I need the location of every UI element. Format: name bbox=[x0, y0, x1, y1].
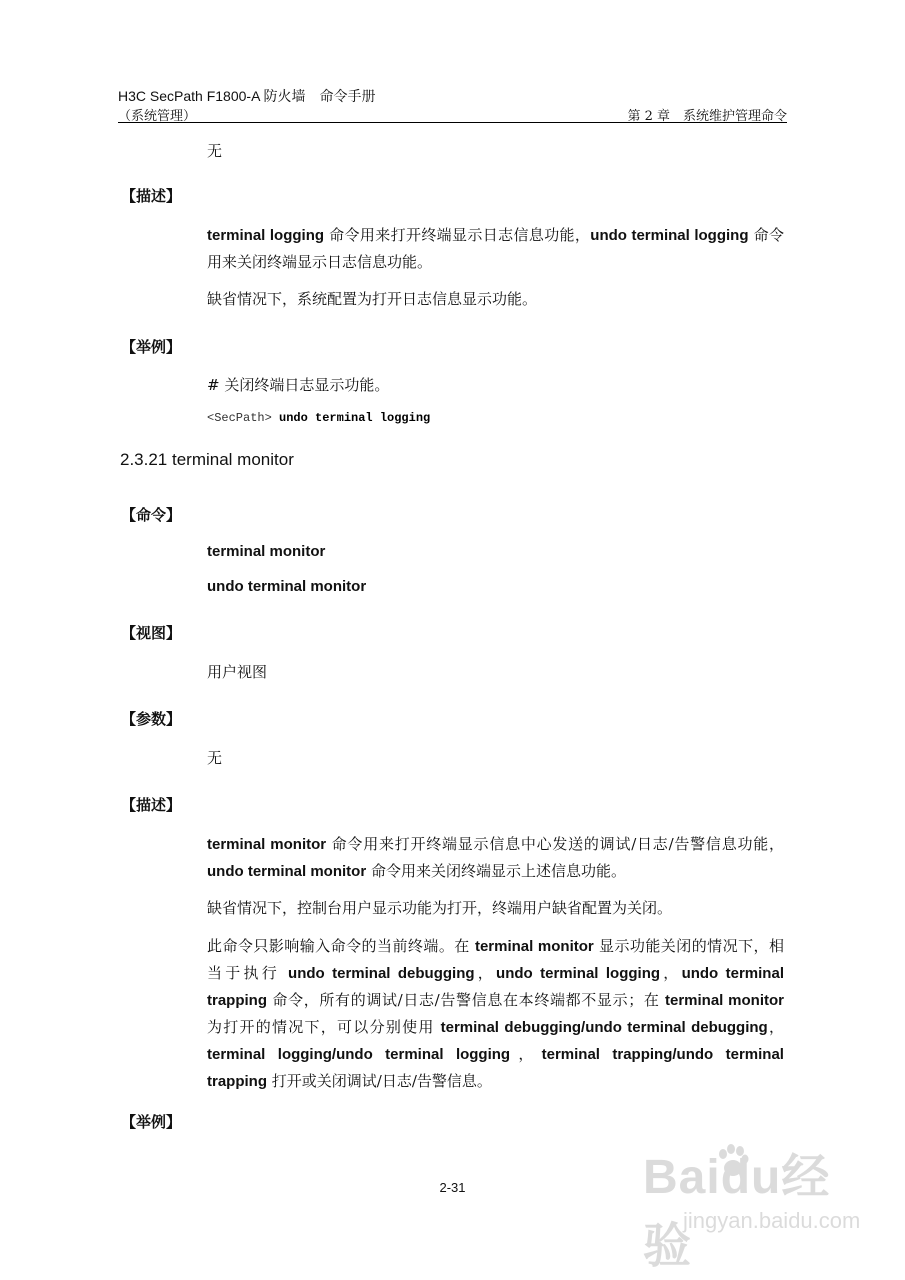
command-ref: undo terminal monitor bbox=[207, 863, 367, 880]
document-subtitle: （系统管理） bbox=[118, 109, 197, 124]
description-text: 命令用来打开终端显示信息中心发送的调试/日志/告警信息功能， bbox=[326, 835, 784, 853]
description-text: 命令用来关闭终端显示日志信息功能。 bbox=[207, 226, 784, 271]
behavior-text: 此命令只影响输入命令的当前终端。在 bbox=[207, 937, 475, 955]
command-ref: undo terminal logging bbox=[496, 965, 661, 982]
behavior-paragraph bbox=[207, 933, 784, 1095]
command-ref: terminal debugging/undo terminal debugging bbox=[440, 1019, 768, 1036]
document-title: H3C SecPath F1800-A 防火墙 命令手册 bbox=[118, 88, 376, 104]
behavior-text: ， bbox=[660, 964, 682, 982]
cli-prompt: <SecPath> bbox=[207, 411, 272, 425]
behavior-text: ， bbox=[510, 1045, 542, 1063]
description-label: 【描述】 bbox=[121, 796, 182, 814]
parameters-value: 无 bbox=[207, 749, 223, 767]
example-label: 【举例】 bbox=[121, 338, 182, 356]
paw-logo-icon bbox=[715, 1144, 751, 1178]
command-syntax: undo terminal monitor bbox=[207, 578, 367, 595]
behavior-text: 命令，所有的调试/日志/告警信息在本终端都不显示；在 bbox=[267, 991, 665, 1009]
behavior-text: ， bbox=[767, 1018, 784, 1036]
behavior-text: 打开或关闭调试/日志/告警信息。 bbox=[267, 1072, 492, 1090]
description-text: 命令用来打开终端显示日志信息功能， bbox=[324, 226, 591, 244]
watermark-url: jingyan.baidu.com bbox=[683, 1208, 861, 1233]
command-ref: undo terminal logging bbox=[590, 227, 749, 244]
description-text: 命令用来关闭终端显示上述信息功能。 bbox=[366, 862, 626, 880]
baidu-watermark bbox=[643, 1138, 861, 1273]
command-label: 【命令】 bbox=[121, 506, 182, 524]
command-syntax: terminal monitor bbox=[207, 543, 326, 560]
cli-command: undo terminal logging bbox=[279, 411, 431, 425]
default-note: 缺省情况下，控制台用户显示功能为打开，终端用户缺省配置为关闭。 bbox=[207, 899, 673, 917]
example-comment: # 关闭终端日志显示功能。 bbox=[207, 376, 390, 394]
command-ref: terminal monitor bbox=[207, 836, 327, 853]
command-ref: terminal monitor bbox=[474, 938, 594, 955]
page-number: 2-31 bbox=[439, 1180, 466, 1195]
watermark-brand: Baidu经验 bbox=[643, 1151, 831, 1273]
behavior-text: 显示功能关闭的情况下，相当于执行 bbox=[207, 937, 784, 982]
view-label: 【视图】 bbox=[121, 624, 182, 642]
command-ref: terminal monitor bbox=[664, 992, 784, 1009]
command-ref: terminal logging bbox=[207, 227, 325, 244]
default-note: 缺省情况下，系统配置为打开日志信息显示功能。 bbox=[207, 290, 538, 308]
behavior-text: 为打开的情况下，可以分别使用 bbox=[207, 1018, 441, 1036]
params-value: 无 bbox=[207, 142, 223, 160]
header-rule bbox=[118, 122, 787, 123]
behavior-text: ， bbox=[474, 964, 497, 982]
command-ref: terminal logging/undo terminal logging bbox=[207, 1046, 511, 1063]
description-paragraph bbox=[207, 222, 784, 275]
command-ref: undo terminal debugging bbox=[288, 965, 475, 982]
parameters-label: 【参数】 bbox=[121, 710, 182, 728]
example-code bbox=[207, 411, 430, 425]
command-ref: terminal trapping/undo terminal trapping bbox=[207, 1046, 784, 1090]
command-ref: undo terminal trapping bbox=[207, 965, 784, 1009]
chapter-title: 第 2 章 系统维护管理命令 bbox=[627, 109, 787, 124]
description-paragraph bbox=[207, 831, 784, 885]
view-value: 用户视图 bbox=[207, 663, 268, 681]
description-label: 【描述】 bbox=[121, 187, 182, 205]
example-label: 【举例】 bbox=[121, 1113, 182, 1131]
section-heading: 2.3.21 terminal monitor bbox=[120, 450, 294, 469]
